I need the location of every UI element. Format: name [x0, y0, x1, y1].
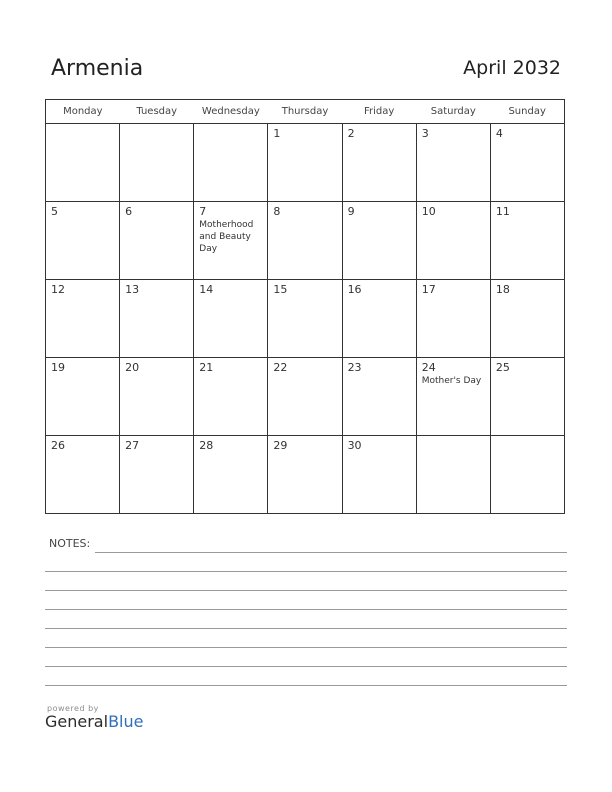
day-number: 9: [347, 205, 355, 218]
notes-line: [45, 685, 567, 686]
day-number: 23: [347, 361, 362, 374]
day-number: 15: [273, 283, 288, 296]
day-cell: [194, 358, 268, 436]
day-cell: [416, 280, 490, 358]
notes-label: NOTES:: [49, 537, 91, 550]
day-number: 27: [125, 439, 140, 452]
day-cell: [490, 124, 564, 202]
day-cell: [120, 202, 194, 280]
week-row: [46, 280, 565, 358]
weekday-friday: Friday: [342, 100, 416, 124]
day-cell: [268, 124, 342, 202]
month-title: April 2032: [463, 57, 561, 79]
day-number: 25: [495, 361, 510, 374]
calendar-grid: [45, 99, 565, 514]
day-cell: [490, 436, 564, 514]
day-number: 29: [273, 439, 288, 452]
country-title: Armenia: [51, 56, 144, 81]
week-row: [46, 436, 565, 514]
day-cell: [120, 436, 194, 514]
day-cell: [416, 358, 490, 436]
brand-name-blue: Blue: [108, 712, 144, 731]
day-cell: [490, 202, 564, 280]
weekday-tuesday: Tuesday: [120, 100, 194, 124]
day-cell: [46, 436, 120, 514]
day-number: 16: [347, 283, 362, 296]
powered-by-text: powered by: [47, 704, 99, 713]
day-cell: [120, 124, 194, 202]
day-cell: [342, 280, 416, 358]
day-cell: [46, 124, 120, 202]
day-number: 12: [51, 283, 65, 296]
notes-line: [45, 647, 567, 648]
day-cell: [194, 124, 268, 202]
notes-line: [45, 666, 567, 667]
weekday-header-row: [46, 100, 565, 124]
day-cell: [490, 358, 564, 436]
day-cell: [194, 436, 268, 514]
week-row: [46, 124, 565, 202]
day-number: 24: [421, 361, 436, 374]
day-number: 30: [347, 439, 362, 452]
day-number: 6: [125, 205, 133, 218]
weekday-monday: Monday: [46, 100, 120, 124]
day-number: 22: [273, 361, 288, 374]
day-cell: [342, 436, 416, 514]
day-cell: [268, 358, 342, 436]
day-cell: [46, 202, 120, 280]
day-number: 7: [199, 205, 207, 218]
day-number: 19: [51, 361, 65, 374]
day-cell: [416, 436, 490, 514]
day-number: 11: [495, 205, 510, 218]
day-cell: [194, 202, 268, 280]
day-cell: [416, 124, 490, 202]
day-number: 17: [421, 283, 436, 296]
week-row: [46, 202, 565, 280]
day-cell: [268, 280, 342, 358]
day-number: 21: [199, 361, 214, 374]
holiday-label: Motherhood and Beauty Day: [199, 220, 254, 254]
day-cell: [342, 202, 416, 280]
day-number: 3: [421, 127, 429, 140]
notes-line: [45, 571, 567, 572]
weekday-saturday: Saturday: [416, 100, 490, 124]
day-cell: [120, 280, 194, 358]
day-cell: [342, 124, 416, 202]
weekday-wednesday: Wednesday: [194, 100, 268, 124]
day-cell: [490, 280, 564, 358]
day-cell: [268, 436, 342, 514]
day-number: 20: [125, 361, 140, 374]
brand-name: [45, 713, 143, 731]
day-cell: [120, 358, 194, 436]
day-number: 10: [421, 205, 436, 218]
notes-line: [45, 609, 567, 610]
day-cell: [194, 280, 268, 358]
day-number: 8: [273, 205, 281, 218]
day-cell: [46, 280, 120, 358]
day-cell: [342, 358, 416, 436]
notes-line: [95, 552, 567, 553]
brand-name-general: General: [45, 712, 109, 731]
day-number: 4: [495, 127, 503, 140]
weekday-thursday: Thursday: [268, 100, 342, 124]
week-row: [46, 358, 565, 436]
day-number: 28: [199, 439, 214, 452]
day-number: 18: [495, 283, 510, 296]
day-number: 14: [199, 283, 214, 296]
day-cell: [46, 358, 120, 436]
day-number: 13: [125, 283, 140, 296]
notes-line: [45, 590, 567, 591]
day-cell: [268, 202, 342, 280]
holiday-label: Mother's Day: [421, 376, 482, 386]
day-number: 26: [51, 439, 65, 452]
notes-line: [45, 628, 567, 629]
weekday-sunday: Sunday: [490, 100, 564, 124]
day-cell: [416, 202, 490, 280]
day-number: 1: [273, 127, 281, 140]
day-number: 2: [347, 127, 355, 140]
day-number: 5: [51, 205, 58, 218]
generalblue-logo: [45, 704, 143, 731]
